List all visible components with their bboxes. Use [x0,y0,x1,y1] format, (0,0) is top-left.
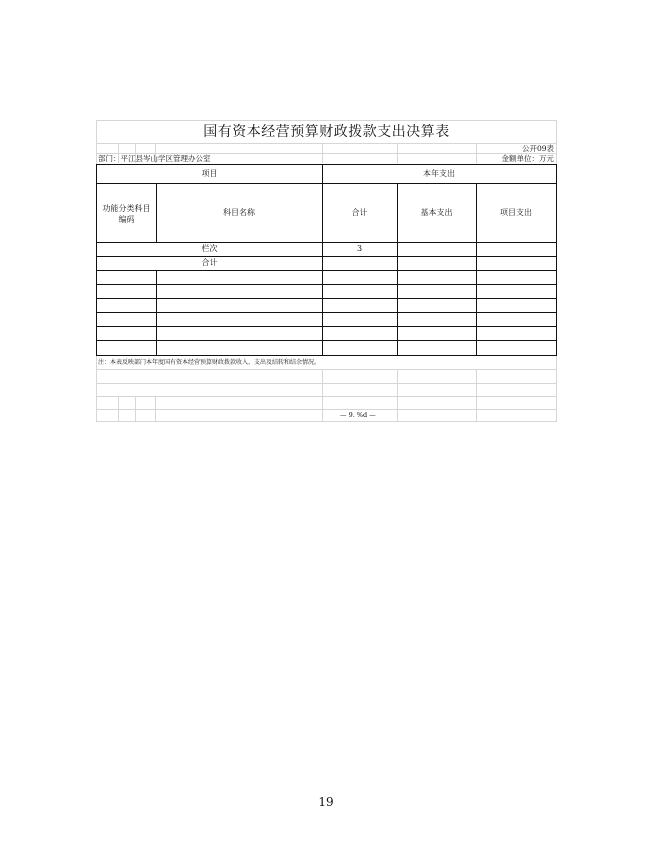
row-index-label: 栏次 [201,244,218,253]
report-title: 国有资本经营预算财政拨款支出决算表 [203,124,450,140]
table-rule [97,298,556,299]
grid-line [96,383,557,384]
grid-line [96,409,557,410]
header-total: 合计 [351,208,368,217]
grid-line [135,396,136,422]
grid-line [397,143,398,163]
form-code: 公开09表 [521,144,554,153]
table-rule [97,242,556,243]
header-function-code: 功能分类科目编码 [102,204,151,224]
header-project-expenditure: 项目支出 [500,208,532,217]
table-rule [97,340,556,341]
grid-line [118,396,119,422]
table-note: 注：本表反映部门本年度国有资本经营预算财政拨款收入、支出及结转和结余情况。 [98,359,321,366]
table-rule [97,270,556,271]
department-label: 部门：平江县岑山学区管理办公室 [98,154,211,163]
header-subject-name: 科目名称 [223,208,255,217]
expenditure-table [96,164,557,356]
grid-line [96,369,557,370]
grid-line [476,143,477,163]
spreadsheet-sheet [96,120,557,422]
grid-line [397,369,398,422]
header-item: 项目 [201,169,218,178]
table-rule [97,312,556,313]
grid-line [96,396,557,397]
page-number: 19 [318,795,334,809]
grid-line [96,421,557,422]
row-index-total: 3 [356,244,363,253]
table-rule [97,326,556,327]
page-footer-mark: — 9. %d — [340,411,376,419]
grid-line [96,143,557,144]
table-rule [322,165,323,355]
table-rule [97,256,556,257]
header-basic-expenditure: 基本支出 [420,208,453,217]
grid-line [322,369,323,422]
unit-label: 金额单位：万元 [501,154,554,163]
table-rule [156,270,157,355]
grid-line [155,396,156,422]
table-rule [97,183,556,184]
grid-line [476,369,477,422]
grid-line [322,143,323,163]
table-rule [97,284,556,285]
row-sum-label: 合计 [201,258,218,267]
header-year-expenditure: 本年支出 [423,169,455,178]
